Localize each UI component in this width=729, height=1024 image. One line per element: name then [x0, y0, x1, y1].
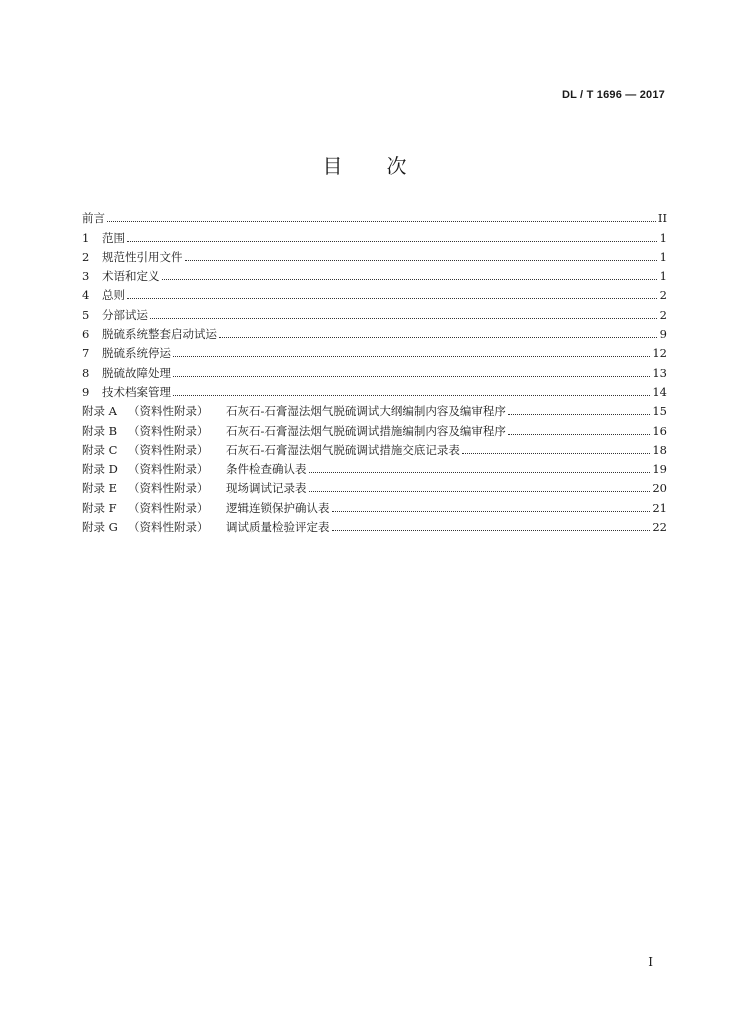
toc-entry-4[interactable] — [82, 283, 667, 302]
toc-entry-page: 14 — [652, 384, 667, 399]
toc-appendix-page: 15 — [652, 404, 667, 419]
toc-entry-5[interactable] — [82, 302, 667, 321]
toc-appendix-note: （资料性附录） — [128, 404, 209, 419]
toc-appendix-note: （资料性附录） — [128, 500, 209, 515]
toc-entry-title: 总则 — [102, 288, 125, 303]
toc-entry-title: 范围 — [102, 230, 125, 245]
toc-leader — [173, 355, 650, 357]
toc-entry-number: 2 — [82, 249, 90, 264]
toc-entry-page: 1 — [659, 249, 667, 264]
toc-leader — [107, 220, 656, 222]
toc-entry-2[interactable] — [82, 245, 667, 264]
toc-entry-page: 2 — [659, 288, 667, 303]
toc-appendix-title: 石灰石-石膏湿法烟气脱硫调试措施交底记录表 — [226, 442, 460, 457]
toc-entry-page: 2 — [659, 307, 667, 322]
toc-appendix-title: 条件检查确认表 — [226, 462, 307, 477]
toc-appendix-title: 石灰石-石膏湿法烟气脱硫调试大纲编制内容及编审程序 — [226, 404, 506, 419]
page-number: I — [648, 955, 653, 969]
toc-leader — [309, 490, 651, 492]
toc-entry-title: 分部试运 — [102, 307, 148, 322]
toc-entry-title: 脱硫故障处理 — [102, 365, 171, 380]
toc-appendix-page: 18 — [652, 442, 667, 457]
toc-entry-6[interactable] — [82, 322, 667, 341]
toc-appendix-label: 附录 B — [82, 423, 118, 438]
toc-appendix-note: （资料性附录） — [128, 442, 209, 457]
toc-entry-page: II — [657, 211, 667, 226]
toc-appendix-label: 附录 A — [82, 404, 117, 419]
toc-entry-number: 7 — [82, 346, 90, 361]
toc-leader — [309, 471, 651, 473]
toc-entry-number: 5 — [82, 307, 90, 322]
toc-entry-page: 13 — [652, 365, 667, 380]
toc-list — [82, 206, 667, 534]
toc-leader — [185, 259, 658, 261]
toc-entry-number: 4 — [82, 288, 90, 303]
toc-appendix-title: 调试质量检验评定表 — [226, 520, 330, 535]
toc-leader — [332, 510, 651, 512]
toc-entry-7[interactable] — [82, 341, 667, 360]
toc-entry-title: 技术档案管理 — [102, 384, 171, 399]
toc-appendix-label: 附录 G — [82, 520, 118, 535]
toc-leader — [150, 317, 657, 319]
toc-entry-8[interactable] — [82, 360, 667, 379]
toc-appendix-f[interactable] — [82, 495, 667, 514]
toc-appendix-note: （资料性附录） — [128, 462, 209, 477]
toc-appendix-title: 现场调试记录表 — [226, 481, 307, 496]
toc-entry-foreword[interactable] — [82, 206, 667, 225]
toc-entry-number: 1 — [82, 230, 90, 245]
toc-entry-1[interactable] — [82, 225, 667, 244]
toc-entry-page: 1 — [659, 269, 667, 284]
toc-appendix-label: 附录 E — [82, 481, 118, 496]
toc-appendix-page: 22 — [652, 520, 667, 535]
toc-appendix-label: 附录 D — [82, 462, 118, 477]
toc-entry-title: 脱硫系统停运 — [102, 346, 171, 361]
toc-leader — [219, 336, 657, 338]
toc-entry-number: 6 — [82, 327, 90, 342]
toc-entry-number: 8 — [82, 365, 90, 380]
toc-appendix-page: 16 — [652, 423, 667, 438]
toc-entry-title: 术语和定义 — [102, 269, 160, 284]
toc-leader — [173, 394, 650, 396]
toc-leader — [127, 240, 657, 242]
toc-leader — [508, 433, 650, 435]
toc-leader — [127, 297, 657, 299]
toc-entry-title: 前言 — [82, 211, 105, 226]
toc-appendix-title: 逻辑连锁保护确认表 — [226, 500, 330, 515]
toc-leader — [162, 278, 658, 280]
toc-appendix-note: （资料性附录） — [128, 423, 209, 438]
toc-appendix-title: 石灰石-石膏湿法烟气脱硫调试措施编制内容及编审程序 — [226, 423, 506, 438]
toc-entry-page: 12 — [652, 346, 667, 361]
toc-leader — [508, 413, 650, 415]
toc-appendix-a[interactable] — [82, 399, 667, 418]
toc-appendix-page: 21 — [652, 500, 667, 515]
toc-leader — [462, 452, 650, 454]
toc-entry-number: 3 — [82, 269, 90, 284]
toc-entry-page: 9 — [659, 327, 667, 342]
toc-appendix-label: 附录 C — [82, 442, 118, 457]
toc-appendix-label: 附录 F — [82, 500, 117, 515]
toc-appendix-b[interactable] — [82, 418, 667, 437]
standard-code: DL / T 1696 — 2017 — [561, 89, 665, 101]
toc-entry-title: 脱硫系统整套启动试运 — [102, 327, 217, 342]
toc-appendix-page: 20 — [652, 481, 667, 496]
toc-appendix-c[interactable] — [82, 438, 667, 457]
toc-entry-number: 9 — [82, 384, 90, 399]
toc-appendix-d[interactable] — [82, 457, 667, 476]
toc-entry-page: 1 — [659, 230, 667, 245]
toc-entry-9[interactable] — [82, 380, 667, 399]
toc-appendix-note: （资料性附录） — [128, 520, 209, 535]
toc-appendix-g[interactable] — [82, 515, 667, 534]
toc-title: 目次 — [322, 154, 451, 178]
toc-entry-3[interactable] — [82, 264, 667, 283]
toc-appendix-note: （资料性附录） — [128, 481, 209, 496]
toc-leader — [173, 375, 650, 377]
toc-appendix-page: 19 — [652, 462, 667, 477]
toc-leader — [332, 529, 651, 531]
toc-appendix-e[interactable] — [82, 476, 667, 495]
toc-entry-title: 规范性引用文件 — [102, 249, 183, 264]
